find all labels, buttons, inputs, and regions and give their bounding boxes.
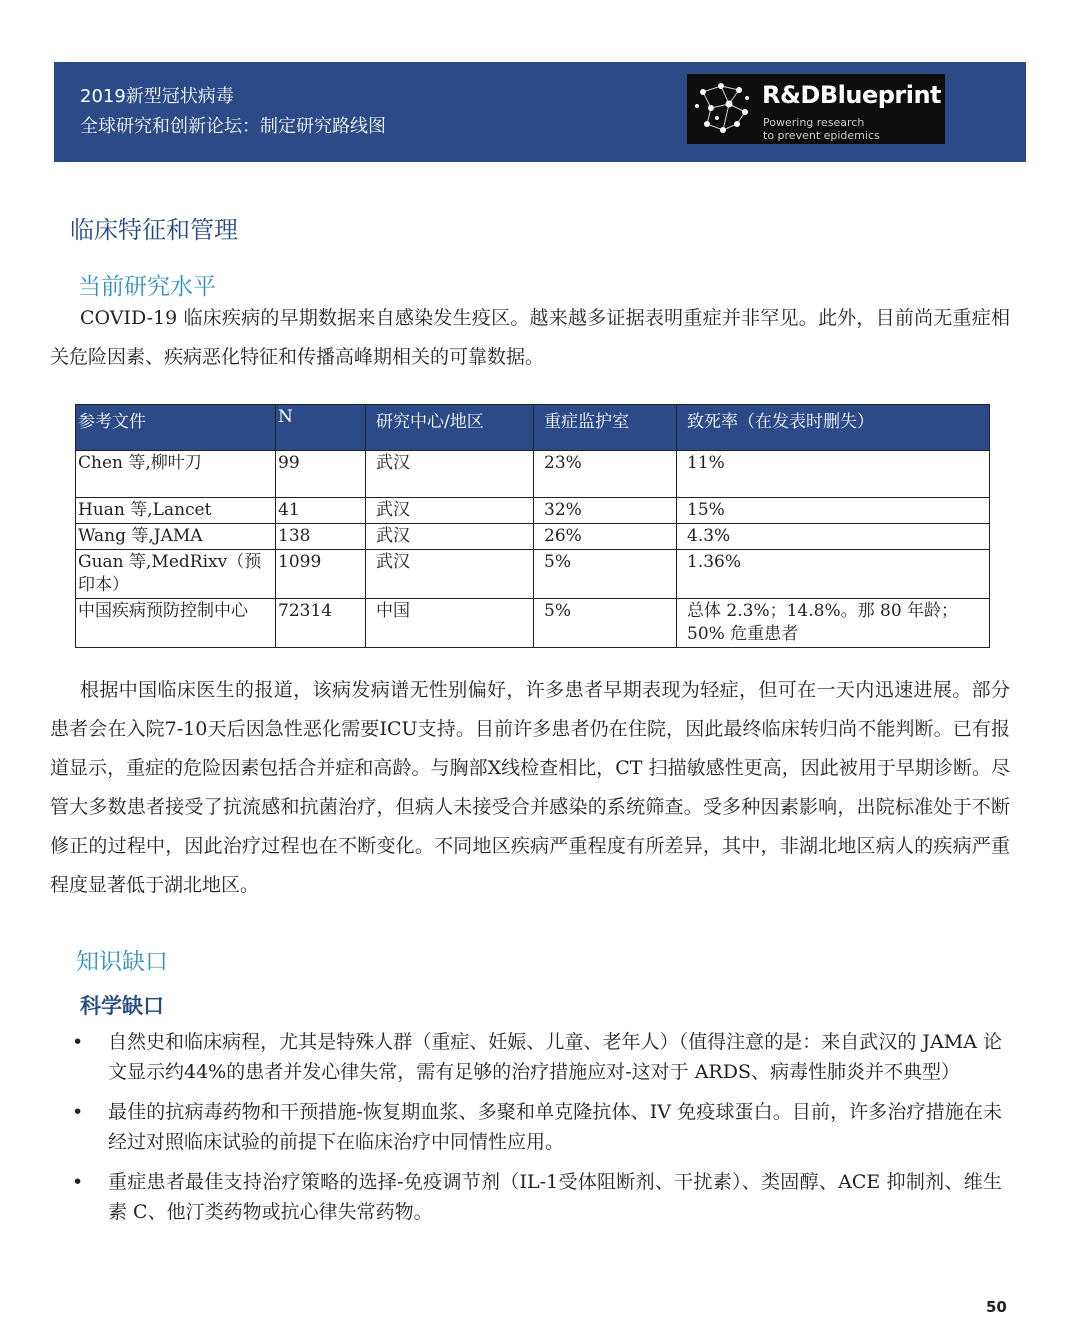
table-header-cell: N: [276, 405, 366, 451]
table-header-row: [76, 405, 990, 451]
table-header-cell: 参考文件: [76, 405, 276, 451]
table-row: [76, 451, 990, 498]
list-item-text: 最佳的抗病毒药物和干预措施-恢复期血浆、多聚和单克隆抗体、IV 免疫球蛋白。目前，许多治疗措施在未经过对照临床试验的前提下在临床治疗中同情性应用。: [108, 1101, 1002, 1153]
table-cell: 1.36%: [677, 550, 990, 599]
table-cell: 武汉: [366, 451, 534, 498]
table-cell: 中国疾病预防控制中心: [76, 599, 276, 648]
knowledge-gaps-title: 知识缺口: [76, 949, 168, 975]
logo-tagline-2: to prevent epidemics: [763, 129, 880, 142]
table-row: [76, 498, 990, 524]
table-header-cell: 致死率（在发表时删失）: [677, 405, 990, 451]
data-table: [75, 404, 990, 648]
bullet-icon: •: [72, 1101, 84, 1123]
network-globe-icon: [693, 78, 755, 140]
body-paragraph: 根据中国临床医生的报道，该病发病谱无性别偏好，许多患者早期表现为轻症，但可在一天内迅速进展。部分患者会在入院7-10天后因急性恶化需要ICU支持。目前许多患者仍在住院，因此最终临床转归尚不能判断。已有报道显示，重症的危险因素包括合并症和高龄。与胸部X线检查相比，CT 扫描敏感性更高，因此被用于早期诊断。尽管大多数患者接受了抗流感和抗菌治疗，但病人未接受合并感染的系统筛查。受多种因素影响，出院标准处于不断修正的过程中，因此治疗过程也在不断变化。不同地区疾病严重程度有所差异，其中，非湖北地区病人的疾病严重程度显著低于湖北地区。: [50, 679, 1010, 896]
table-cell: 11%: [677, 451, 990, 498]
table-cell: Huan 等,Lancet: [76, 498, 276, 524]
table-cell: 41: [276, 498, 366, 524]
table-cell: Guan 等,MedRixv（预印本）: [76, 550, 276, 599]
table-header-cell: 重症监护室: [534, 405, 677, 451]
table-cell: 4.3%: [677, 524, 990, 550]
header-subtitle: 全球研究和创新论坛：制定研究路线图: [80, 116, 386, 137]
logo-name: R&DBlueprint: [762, 81, 942, 109]
table-cell: 138: [276, 524, 366, 550]
table-row: [76, 599, 990, 648]
header-banner: [54, 62, 1026, 162]
section-title: 临床特征和管理: [70, 216, 238, 244]
bullet-icon: •: [72, 1171, 84, 1193]
table-cell: 5%: [534, 550, 677, 599]
table-cell: Wang 等,JAMA: [76, 524, 276, 550]
science-gaps-title: 科学缺口: [80, 994, 164, 1018]
table-cell: 32%: [534, 498, 677, 524]
table-cell: 1099: [276, 550, 366, 599]
table-cell: 72314: [276, 599, 366, 648]
header-title: 2019新型冠状病毒: [80, 86, 234, 107]
logo-tagline-1: Powering research: [763, 116, 865, 129]
table-cell: 23%: [534, 451, 677, 498]
bullet-icon: •: [72, 1031, 84, 1053]
list-item: [72, 1027, 1002, 1087]
intro-paragraph: COVID-19 临床疾病的早期数据来自感染发生疫区。越来越多证据表明重症并非罕见。此外，目前尚无重症相关危险因素、疾病恶化特征和传播高峰期相关的可靠数据。: [50, 307, 1010, 368]
list-item: [72, 1097, 1002, 1157]
table-cell: 总体 2.3%；14.8%。那 80 年龄；50% 危重患者: [677, 599, 990, 648]
table-cell: 中国: [366, 599, 534, 648]
list-item-text: 重症患者最佳支持治疗策略的选择-免疫调节剂（IL-1受体阻断剂、干扰素）、类固醇、ACE 抑制剂、维生素 C、他汀类药物或抗心律失常药物。: [108, 1171, 1002, 1223]
table-cell: 武汉: [366, 524, 534, 550]
list-item-text: 自然史和临床病程，尤其是特殊人群（重症、妊娠、儿童、老年人）（值得注意的是：来自武汉的 JAMA 论文显示约44%的患者并发心律失常，需有足够的治疗措施应对-这对于 ARDS、病毒性肺炎并不典型）: [108, 1031, 1002, 1083]
table-cell: Chen 等,柳叶刀: [76, 451, 276, 498]
table-cell: 武汉: [366, 498, 534, 524]
list-item: [72, 1167, 1002, 1227]
table-cell: 99: [276, 451, 366, 498]
subsection-title: 当前研究水平: [78, 274, 216, 300]
table-cell: 26%: [534, 524, 677, 550]
gap-list: [72, 1027, 1002, 1237]
page-number: 50: [986, 1298, 1007, 1316]
table-row: [76, 550, 990, 599]
table-cell: 5%: [534, 599, 677, 648]
rd-blueprint-logo: [687, 74, 945, 144]
table-header-cell: 研究中心/地区: [366, 405, 534, 451]
table-cell: 武汉: [366, 550, 534, 599]
table-cell: 15%: [677, 498, 990, 524]
table-row: [76, 524, 990, 550]
